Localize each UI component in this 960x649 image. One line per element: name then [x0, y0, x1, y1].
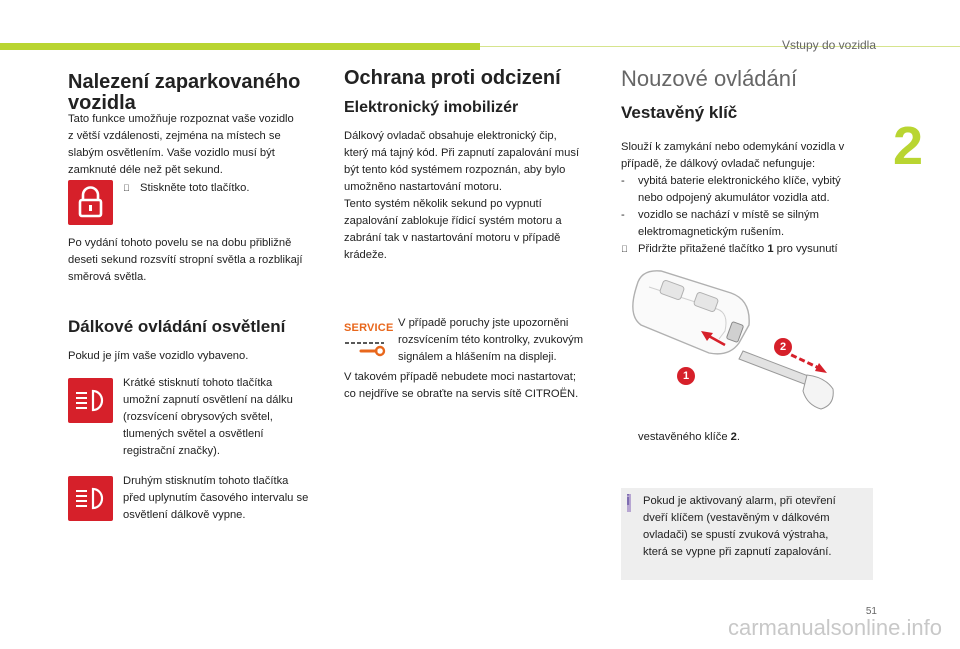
info-mark: i — [626, 492, 631, 509]
lighting-button-icon — [68, 378, 113, 423]
service-warning-icon — [344, 322, 394, 360]
lock-button-icon — [68, 180, 113, 225]
emergency-title: Nouzové ovládání — [621, 66, 798, 91]
service-warning-text: V případě poruchy jste upozorněni rozsvícením této kontrolky, zvukovým signálem a hlášením na displeji. — [398, 317, 584, 363]
immobilizer-body: Dálkový ovladač obsahuje elektronický čip, který má tajný kód. Při zapnutí zapalování musí být tento kód systémem rozpoznán, aby bylo umožněno nastartování motoru. Tento systém několik sekund po vypnutí zapalování zablokuje řídicí systém motoru a zabrání tak v nastartování motoru v případě krádeže. — [344, 130, 580, 261]
emergency-case: - vozidlo se nachází v místě se silným elektromagnetickým rušením. — [621, 207, 886, 241]
emergency-cases — [621, 173, 886, 241]
bullet-mark — [123, 180, 130, 197]
info-icon — [627, 494, 631, 512]
key-caption: vestavěného klíče 2. — [638, 431, 741, 443]
callout-1: 1 — [677, 367, 695, 385]
emergency-step: Přidržte přitažené tlačítko 1 pro vysunutí — [621, 241, 886, 258]
lighting-off-button-icon — [68, 476, 113, 521]
top-rule — [480, 46, 960, 47]
lighting-title: Dálkové ovládání osvětlení — [68, 317, 286, 336]
lighting-second-press: Druhým stisknutím tohoto tlačítka před uplynutím časového intervalu se osvětlení dálkově vypne. — [123, 475, 309, 521]
locate-after: Po vydání tohoto povelu se na dobu přibližně deseti sekund rozsvítí stropní světla a rozblikají směrová světla. — [68, 237, 303, 283]
immobilizer-subtitle: Elektronický imobilizér — [344, 99, 519, 116]
emergency-body: Slouží k zamykání nebo odemykání vozidla v případě, že dálkový ovladač nefunguje: - vybitá baterie elektronického klíče, vybitý nebo odpojený akumulátor vozidla atd. - vozidlo se nachází v místě se silným elektromagnetickým rušením. Přidržte přitažené tlačítko 1 pro vysunutí — [621, 139, 886, 258]
emergency-case: - vybitá baterie elektronického klíče, vybitý nebo odpojený akumulátor vozidla atd. — [621, 173, 886, 207]
key-illustration — [621, 265, 871, 430]
alarm-info-text: Pokud je aktivovaný alarm, při otevření dveří klíčem (vestavěným v dálkovém ovladači) se spustí zvuková výstraha, která se vypne při zapnutí zapalování. — [643, 495, 836, 558]
service-advice: V takovém případě nebudete moci nastartovat; co nejdříve se obraťte na servis sítě CITROËN. — [344, 371, 579, 400]
callout-2: 2 — [774, 338, 792, 356]
chapter-number: 2 — [893, 116, 924, 176]
locate-intro: Tato funkce umožňuje rozpoznat vaše vozidlo z větší vzdálenosti, zejména na místech se slabým osvětlením. Vaše vozidlo musí být zamknuté déle než pět sekund. — [68, 113, 294, 176]
builtin-key-subtitle: Vestavěný klíč — [621, 103, 738, 122]
top-accent-bar — [0, 43, 480, 50]
bullet-mark — [621, 241, 628, 258]
lighting-intro: Pokud je jím vaše vozidlo vybaveno. — [68, 350, 249, 362]
locate-title: Nalezení zaparkovaného vozidla — [68, 71, 301, 114]
chapter-title: Vstupy do vozidla — [781, 38, 876, 52]
service-label: SERVICE — [344, 322, 394, 334]
lighting-short-press: Krátké stisknutí tohoto tlačítka umožní zapnutí osvětlení na dálku (rozsvícení obrysových světel, tlumených světel a osvětlení registrační značky). — [123, 377, 293, 457]
locate-bullet: Stiskněte toto tlačítko. — [123, 180, 350, 197]
page-number: 51 — [865, 606, 877, 617]
antitheft-title: Ochrana proti odcizení — [344, 67, 561, 89]
watermark: carmanualsonline.info — [727, 615, 942, 640]
